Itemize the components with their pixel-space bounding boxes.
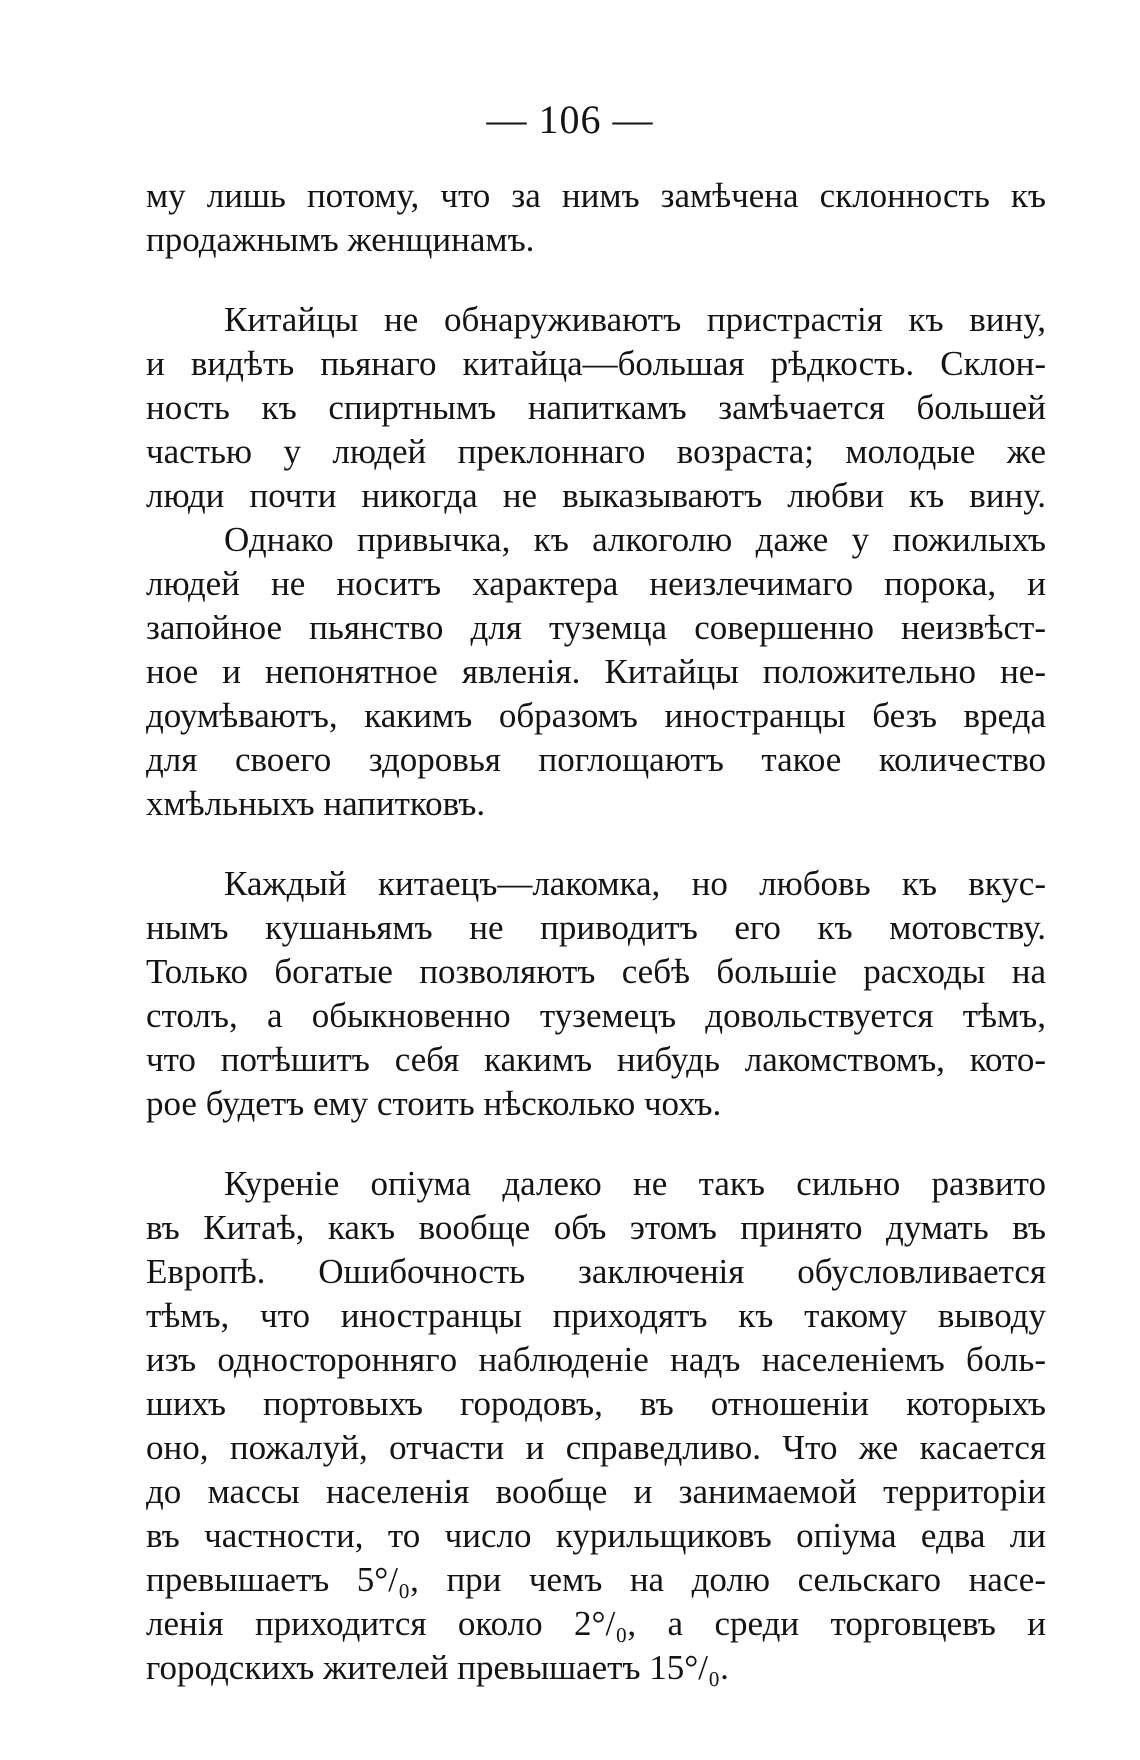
text-line: ленія приходится около 2°/₀, а среди торговцевъ и bbox=[146, 1604, 1046, 1643]
text-line: Европѣ. Ошибочность заключенія обусловливается bbox=[146, 1252, 1046, 1291]
text-line: рое будетъ ему стоить нѣсколько чохъ. bbox=[146, 1084, 722, 1123]
page-number: — 106 — bbox=[486, 97, 654, 142]
text-line: му лишь потому, что за нимъ замѣчена склонность къ bbox=[146, 176, 1046, 215]
text-line: ность къ спиртнымъ напиткамъ замѣчается большей bbox=[146, 388, 1046, 427]
text-line: въ Китаѣ, какъ вообще объ этомъ принято думать въ bbox=[146, 1208, 1046, 1247]
text-line: Куреніе опіума далеко не такъ сильно развито bbox=[224, 1164, 1046, 1203]
text-line: Только богатые позволяютъ себѣ большіе расходы на bbox=[146, 952, 1046, 991]
text-line: продажнымъ женщинамъ. bbox=[146, 220, 535, 259]
text-line: изъ одностороннягo наблюденіе надъ населеніемъ боль- bbox=[146, 1340, 1046, 1379]
text-line: оно, пожалуй, отчасти и справедливо. Что же касается bbox=[146, 1428, 1046, 1467]
text-line: городскихъ жителей превышаетъ 15°/₀. bbox=[146, 1648, 729, 1687]
paragraph-1 bbox=[146, 174, 1046, 262]
text-line: люди почти никогда не выказываютъ любви къ вину. bbox=[146, 476, 1046, 515]
text-line: частью у людей преклоннаго возраста; молодые же bbox=[146, 432, 1046, 471]
text-line: и видѣть пьянаго китайца—большая рѣдкость. Склон- bbox=[146, 344, 1046, 383]
text-line: шихъ портовыхъ городовъ, въ отношеніи которыхъ bbox=[146, 1384, 1046, 1423]
paragraph-2 bbox=[146, 298, 1046, 826]
paragraph-4 bbox=[146, 1162, 1046, 1690]
paragraph-3 bbox=[146, 862, 1046, 1126]
text-line: въ частности, то число курильщиковъ опіума едва ли bbox=[146, 1516, 1046, 1555]
text-line: хмѣльныхъ напитковъ. bbox=[146, 784, 486, 823]
text-line: ное и непонятное явленія. Китайцы положительно не- bbox=[146, 652, 1046, 691]
text-line: Каждый китаецъ—лакомка, но любовь къ вкус- bbox=[224, 864, 1046, 903]
text-line: запойное пьянство для туземца совершенно неизвѣст- bbox=[146, 608, 1046, 647]
text-line: столъ, а обыкновенно туземецъ довольствуется тѣмъ, bbox=[146, 996, 1046, 1035]
text-line: доумѣваютъ, какимъ образомъ иностранцы безъ вреда bbox=[146, 696, 1046, 735]
text-line: превышаетъ 5°/₀, при чемъ на долю сельскаго насе- bbox=[146, 1560, 1046, 1599]
text-line: что потѣшитъ себя какимъ нибудь лакомствомъ, кото- bbox=[146, 1040, 1046, 1079]
text-line: для своего здоровья поглощаютъ такое количество bbox=[146, 740, 1046, 779]
text-line: нымъ кушаньямъ не приводитъ его къ мотовству. bbox=[146, 908, 1046, 947]
text-line: Китайцы не обнаруживаютъ пристрастія къ вину, bbox=[224, 300, 1046, 339]
text-line: людей не носитъ характера неизлечимаго порока, и bbox=[146, 564, 1046, 603]
text-line: до массы населенія вообще и занимаемой территоріи bbox=[146, 1472, 1046, 1511]
text-line: Однако привычка, къ алкоголю даже у пожилыхъ bbox=[224, 520, 1046, 559]
text-line: тѣмъ, что иностранцы приходятъ къ такому выводу bbox=[146, 1296, 1046, 1335]
